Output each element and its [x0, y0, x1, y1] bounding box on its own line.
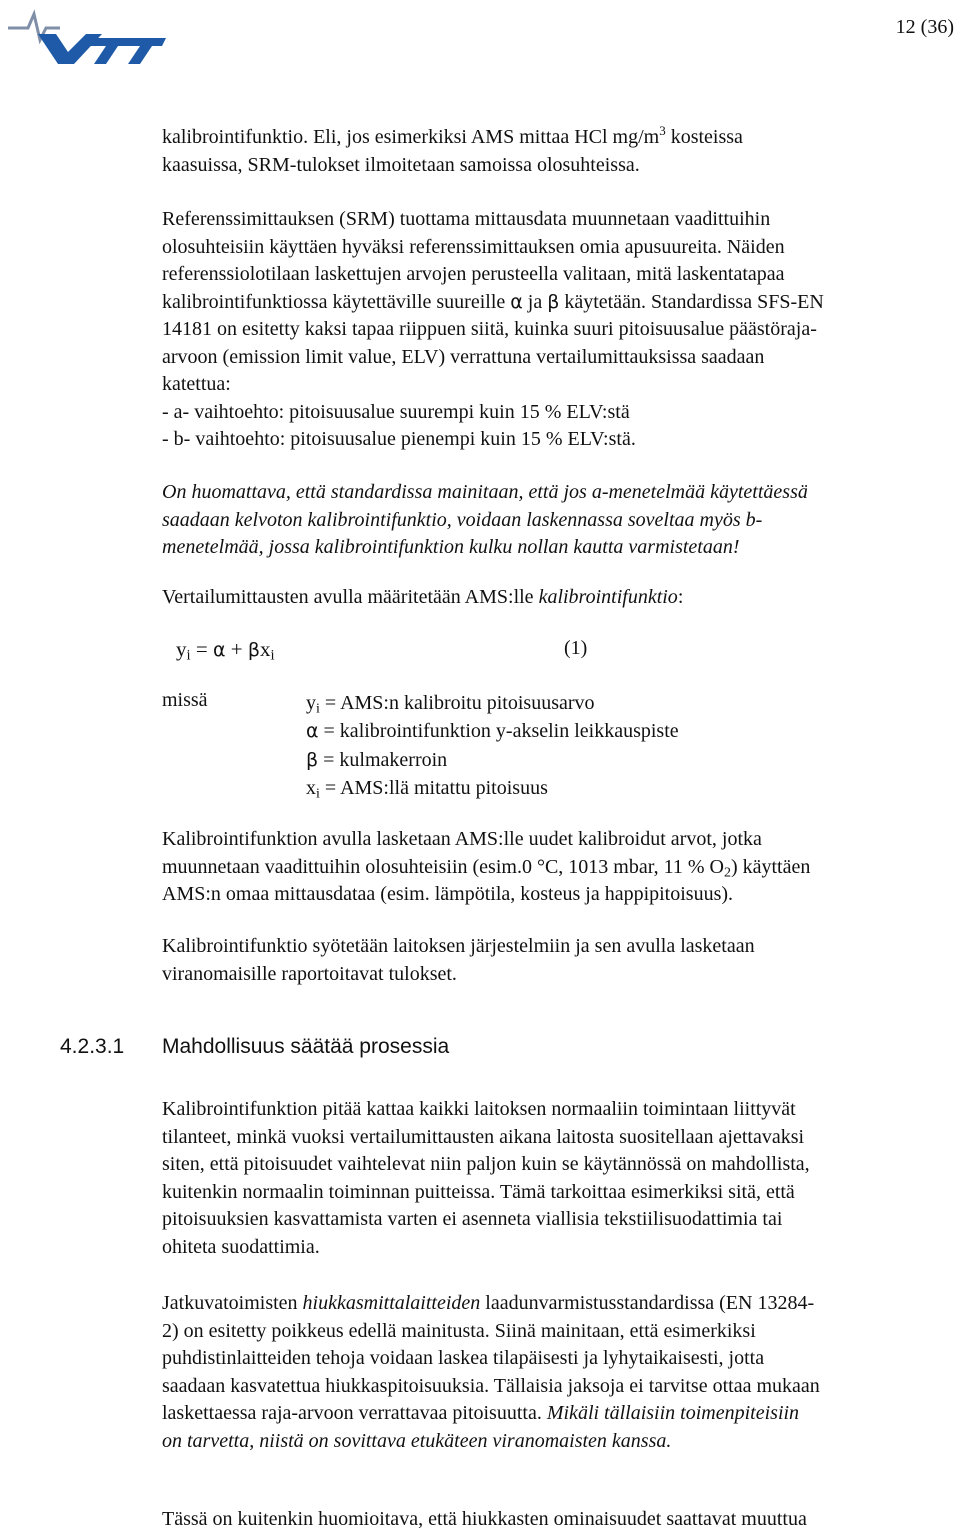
text-run: ja — [522, 290, 548, 313]
section-number: 4.2.3.1 — [60, 1035, 125, 1058]
paragraph-1 — [162, 124, 947, 179]
italic-term: hiukkasmittalaitteiden — [302, 1292, 481, 1314]
definition-item — [306, 689, 679, 717]
alpha-symbol: α — [306, 720, 319, 743]
formula-y: y — [176, 637, 187, 661]
formula-plus: + — [225, 637, 248, 661]
text-run: kalibrointifunktio. Eli, jos esimerkiksi AMS mittaa HCl mg/m — [162, 126, 660, 148]
alpha-symbol: α — [212, 639, 226, 661]
text-line: Referenssimittauksen (SRM) tuottama mittausdata muunnetaan vaadittuihin — [162, 208, 771, 230]
text-line: saadaan kasvatettua hiukkaspitoisuuksia. Tällaisia jaksoja ei tarvitse ottaa mukaan — [162, 1374, 820, 1397]
text-line: On huomattava, että standardissa mainitaan, että jos a-menetelmää käytettäessä — [162, 481, 808, 503]
text-line: kuitenkin normaalin toiminnan puitteissa. Tämä tarkoittaa esimerkiksi sitä, että — [162, 1180, 795, 1203]
text-run: Vertailumittausten avulla määritetään AMS:lle — [162, 586, 539, 608]
beta-symbol: β — [247, 639, 260, 661]
text-run: kosteissa — [665, 126, 743, 148]
formula-equals: = — [190, 637, 213, 661]
text-line: menetelmää, jossa kalibrointifunktion kulku nollan kautta varmistetaan! — [162, 536, 740, 558]
definition-text: = AMS:llä mitattu pitoisuus — [319, 776, 548, 799]
text-line: Kalibrointifunktion avulla lasketaan AMS:lle uudet kalibroidut arvot, jotka — [162, 828, 762, 850]
text-run: muunnetaan vaadittuihin olosuhteisiin (esim.0 °C, 1013 mbar, 11 % O — [162, 855, 724, 878]
text-line: siten, että pitoisuudet vaihtelevat niin paljon kuin se käytännössä on mahdollista, — [162, 1153, 810, 1175]
text-run: laadunvarmistusstandardissa (EN 13284- — [480, 1292, 815, 1314]
text-line: Tässä on kuitenkin huomioitava, että hiukkasten ominaisuudet saattavat muuttua — [162, 1508, 807, 1530]
text-line — [162, 1290, 947, 1318]
text-line: puhdistinlaitteiden tehoja voidaan laskea tilapäisesti ja lyhytaikaisesti, jotta — [162, 1347, 765, 1369]
text-run: ) käyttäen — [730, 855, 811, 878]
text-line: viranomaisille raportoitavat tulokset. — [162, 962, 457, 985]
text-line: olosuhteisiin käyttäen hyväksi referenssimittauksen omia apusuureita. Näiden — [162, 235, 785, 258]
text-line: referenssiolotilaan laskettujen arvojen perusteella valitaan, mitä laskentatapaa — [162, 263, 785, 285]
text-line: kaasuissa, SRM-tulokset ilmoitetaan samoissa olosuhteissa. — [162, 153, 640, 176]
alpha-symbol: α — [510, 290, 523, 313]
text-line: 2) on esitetty poikkeus edellä mainitusta. Siinä mainitaan, että esimerkiksi — [162, 1319, 756, 1342]
subscript-i: i — [186, 647, 191, 664]
text-line: ohiteta suodattimia. — [162, 1235, 320, 1258]
definition-item — [306, 717, 679, 745]
paragraph-8 — [162, 1290, 947, 1455]
text-line: - b- vaihtoehto: pitoisuusalue pienempi kuin 15 % ELV:stä. — [162, 428, 636, 450]
subscript: 2 — [723, 865, 731, 880]
paragraph-6 — [162, 933, 947, 988]
text-line: Kalibrointifunktion pitää kattaa kaikki laitoksen normaaliin toimintaan liittyvät — [162, 1098, 796, 1120]
text-run: Jatkuvatoimisten — [162, 1292, 303, 1314]
beta-symbol: β — [547, 290, 560, 313]
definition-symbol: x — [306, 776, 316, 799]
text-line: AMS:n omaa mittausdataa (esim. lämpötila, kosteus ja happipitoisuus). — [162, 883, 734, 905]
text-run: laskettaessa raja-arvoon verrattavaa pitoisuutta. — [162, 1402, 547, 1424]
text-line: saadaan kelvoton kalibrointifunktio, voidaan laskennassa soveltaa myös b- — [162, 508, 763, 531]
text-line — [162, 854, 947, 882]
paragraph-3-note — [162, 479, 947, 562]
text-line: tilanteet, minkä vuoksi vertailumittausten aikana laitosta suositellaan ajettavaksi — [162, 1125, 805, 1148]
definition-symbol: y — [306, 692, 316, 714]
definition-text: = kulmakerroin — [318, 748, 448, 771]
text-line: arvoon (emission limit value, ELV) verrattuna vertailumittauksissa saadaan — [162, 345, 765, 368]
italic-text: Mikäli tällaisiin toimenpiteisiin — [546, 1402, 800, 1424]
text-run: : — [677, 586, 684, 608]
formula-number: (1) — [564, 637, 588, 659]
vtt-logo — [6, 6, 166, 66]
formula-x: x — [259, 637, 271, 661]
paragraph-7 — [162, 1096, 947, 1261]
text-run: käytetään. Standardissa SFS-EN — [559, 290, 824, 313]
paragraph-2 — [162, 206, 947, 454]
superscript: 3 — [659, 123, 666, 139]
definitions-label: missä — [162, 689, 208, 711]
paragraph-5 — [162, 826, 947, 909]
section-title: Mahdollisuus säätää prosessia — [162, 1035, 450, 1058]
definition-text: = AMS:n kalibroitu pitoisuusarvo — [319, 692, 595, 714]
formula-1 — [176, 637, 275, 662]
page-number: 12 (36) — [895, 16, 954, 38]
text-line: katettua: — [162, 373, 231, 395]
definition-text: = kalibrointifunktion y-akselin leikkauspiste — [318, 720, 679, 743]
paragraph-4 — [162, 584, 947, 612]
text-line — [162, 124, 947, 152]
text-line: pitoisuuksien kasvattamista varten ei asenneta viallisia tekstiilisuodattimia tai — [162, 1208, 783, 1230]
text-line: 14181 on esitetty kaksi tapaa riippuen siitä, kuinka suuri pitoisuusalue päästöraja- — [162, 318, 817, 340]
paragraph-9 — [162, 1506, 947, 1534]
subscript-i: i — [316, 701, 320, 717]
logo-t-letter-2 — [120, 38, 166, 64]
subscript-i: i — [270, 647, 275, 664]
definition-item — [306, 746, 679, 774]
definition-item — [306, 774, 679, 802]
beta-symbol: β — [306, 748, 319, 771]
subscript-i: i — [316, 786, 320, 802]
text-line — [162, 1400, 947, 1428]
text-line — [162, 289, 947, 317]
text-line: Kalibrointifunktio syötetään laitoksen järjestelmiin ja sen avulla lasketaan — [162, 935, 755, 957]
text-line: on tarvetta, niistä on sovittava etukäteen viranomaisten kanssa. — [162, 1429, 672, 1452]
text-line — [162, 584, 947, 612]
definitions-list — [306, 689, 679, 802]
italic-term: kalibrointifunktio — [538, 586, 678, 608]
text-run: kalibrointifunktiossa käytettäville suureille — [162, 290, 511, 313]
text-line: - a- vaihtoehto: pitoisuusalue suurempi kuin 15 % ELV:stä — [162, 400, 630, 423]
